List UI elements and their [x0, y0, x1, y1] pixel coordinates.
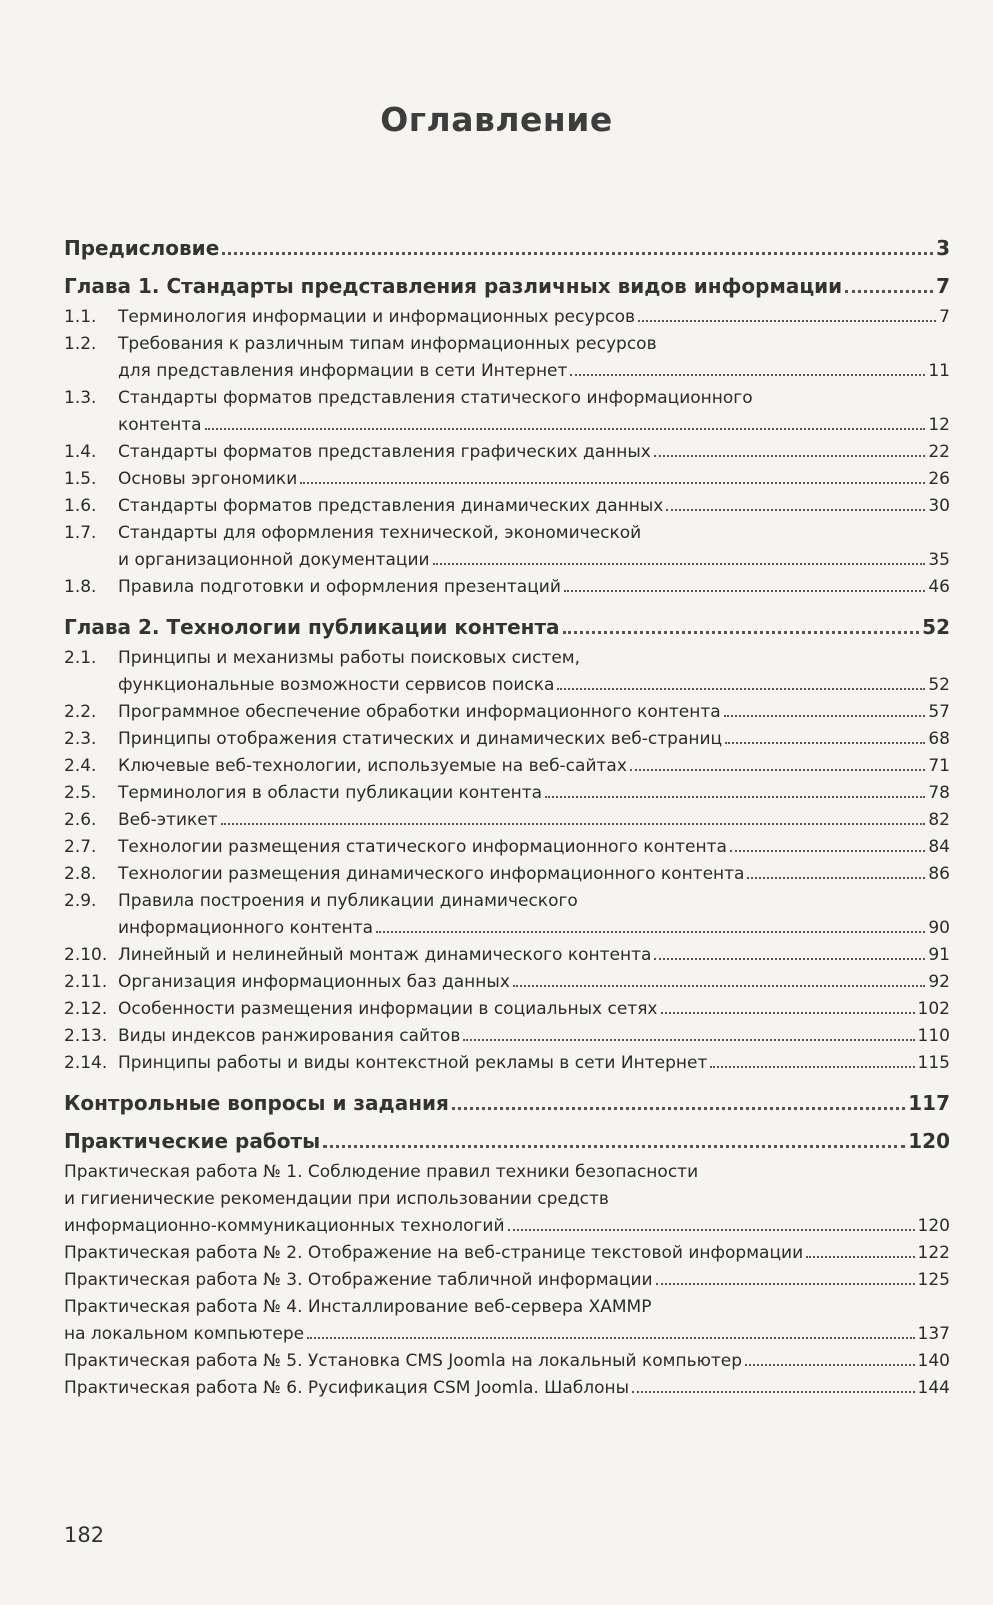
toc-entry[interactable] [64, 493, 950, 520]
entry-text-line: Принципы и механизмы работы поисковых систем, [118, 648, 581, 668]
toc-heading-practicals[interactable] [64, 1129, 950, 1153]
toc-entry[interactable] [64, 1294, 950, 1348]
entry-number: 2.6. [64, 810, 97, 830]
entry-text-line: Правила построения и публикации динамического [118, 891, 578, 911]
toc-entry[interactable] [64, 1267, 950, 1294]
heading-page: 120 [908, 1129, 950, 1153]
toc-heading-chapter-2[interactable] [64, 615, 950, 639]
entry-body [118, 780, 950, 807]
entry-page: 82 [928, 810, 950, 830]
entry-title: функциональные возможности сервисов поиска [118, 675, 555, 695]
entry-number: 2.3. [64, 729, 97, 749]
dot-leader [632, 1391, 914, 1393]
entry-page: 68 [928, 729, 950, 749]
toc-heading-chapter-1[interactable] [64, 274, 950, 298]
entry-title: Практическая работа № 6. Русификация CSM Joomla. Шаблоны [64, 1378, 630, 1398]
heading-page: 117 [908, 1091, 950, 1115]
dot-leader [433, 563, 926, 565]
dot-leader [570, 374, 925, 376]
entry-page: 140 [917, 1351, 950, 1371]
entry-title: Ключевые веб-технологии, используемые на веб-сайтах [118, 756, 627, 776]
entry-body [118, 493, 950, 520]
toc-entry[interactable] [64, 645, 950, 699]
toc-entry[interactable] [64, 753, 950, 780]
dot-leader [545, 796, 925, 798]
entry-last-line [118, 753, 950, 780]
heading-label: Глава 1. Стандарты представления различных видов информации [64, 274, 843, 298]
entry-body [118, 996, 950, 1023]
entry-title: Виды индексов ранжирования сайтов [118, 1026, 461, 1046]
page-title: Оглавление [380, 100, 613, 139]
entry-title: Программное обеспечение обработки информационного контента [118, 702, 721, 722]
entry-last-line [118, 439, 950, 466]
dot-leader [563, 631, 920, 634]
toc-entry[interactable] [64, 385, 950, 439]
entry-page: 137 [917, 1324, 950, 1344]
entry-last-line [118, 996, 950, 1023]
entry-number: 2.1. [64, 648, 97, 668]
entry-title: контента [118, 415, 202, 435]
entry-title: Практическая работа № 2. Отображение на веб-странице текстовой информации [64, 1243, 804, 1263]
entry-page: 35 [928, 550, 950, 570]
entry-body [118, 304, 950, 331]
entry-text-line: и гигиенические рекомендации при использовании средств [64, 1189, 609, 1209]
heading-label: Глава 2. Технологии публикации контента [64, 615, 560, 639]
entry-title: Технологии размещения статического информационного контента [118, 837, 727, 857]
entry-page: 110 [917, 1026, 950, 1046]
toc-entry[interactable] [64, 699, 950, 726]
entry-text-line: Практическая работа № 1. Соблюдение правил техники безопасности [64, 1162, 699, 1182]
entry-last-line [118, 969, 950, 996]
heading-label: Практические работы [64, 1129, 321, 1153]
entry-page: 86 [928, 864, 950, 884]
dot-leader [564, 590, 925, 592]
dot-leader [661, 1012, 915, 1014]
toc-entry[interactable] [64, 969, 950, 996]
entry-page: 84 [928, 837, 950, 857]
entry-title: Стандарты форматов представления графических данных [118, 442, 651, 462]
entry-last-line [64, 1213, 950, 1240]
entry-page: 115 [917, 1053, 950, 1073]
dot-leader [745, 1364, 914, 1366]
entry-last-line [64, 1240, 950, 1267]
dot-leader [307, 1337, 914, 1339]
entry-body [118, 807, 950, 834]
entry-title: Терминология в области публикации контента [118, 783, 543, 803]
entry-number: 2.12. [64, 999, 108, 1019]
dot-leader [376, 931, 925, 933]
entry-number: 2.8. [64, 864, 97, 884]
entry-title: Особенности размещения информации в социальных сетях [118, 999, 658, 1019]
entry-number: 1.8. [64, 577, 97, 597]
dot-leader [452, 1107, 905, 1110]
entry-page: 92 [928, 972, 950, 992]
dot-leader [221, 823, 926, 825]
table-of-contents [64, 236, 950, 1402]
entry-text-line: Требования к различным типам информационных ресурсов [118, 334, 657, 354]
entry-title: Технологии размещения динамического информационного контента [118, 864, 745, 884]
toc-entry[interactable] [64, 888, 950, 942]
dot-leader [300, 482, 925, 484]
entry-body [118, 699, 950, 726]
toc-entry[interactable] [64, 1348, 950, 1375]
dot-leader [730, 850, 925, 852]
entry-title: Правила подготовки и оформления презентаций [118, 577, 561, 597]
chapter-1-items [64, 304, 950, 601]
entry-title: Принципы работы и виды контекстной рекламы в сети Интернет [118, 1053, 708, 1073]
entry-page: 102 [917, 999, 950, 1019]
entry-page: 12 [928, 415, 950, 435]
entry-last-line [118, 861, 950, 888]
entry-last-line [118, 780, 950, 807]
entry-body [118, 888, 950, 942]
entry-body [118, 753, 950, 780]
entry-number: 2.11. [64, 972, 108, 992]
entry-number: 1.6. [64, 496, 97, 516]
entry-number: 2.9. [64, 891, 97, 911]
entry-title: и организационной документации [118, 550, 430, 570]
entry-body [118, 726, 950, 753]
entry-number: 1.7. [64, 523, 97, 543]
toc-heading-questions[interactable] [64, 1091, 950, 1115]
toc-entry[interactable] [64, 1159, 950, 1240]
entry-last-line [118, 304, 950, 331]
entry-text-line: Стандарты форматов представления статического информационного [118, 388, 753, 408]
entry-number: 1.3. [64, 388, 97, 408]
dot-leader [724, 715, 926, 717]
entry-body [118, 942, 950, 969]
entry-page: 11 [928, 361, 950, 381]
dot-leader [205, 428, 926, 430]
entry-number: 2.4. [64, 756, 97, 776]
toc-entry[interactable] [64, 861, 950, 888]
entry-page: 144 [917, 1378, 950, 1398]
entry-page: 90 [928, 918, 950, 938]
dot-leader [725, 742, 925, 744]
dot-leader [323, 1145, 905, 1148]
toc-entry[interactable] [64, 780, 950, 807]
entry-last-line [118, 672, 950, 699]
entry-last-line [118, 574, 950, 601]
entry-page: 71 [928, 756, 950, 776]
entry-body [118, 969, 950, 996]
heading-page: 3 [936, 236, 950, 260]
entry-page: 91 [928, 945, 950, 965]
dot-leader [557, 688, 925, 690]
toc-entry[interactable] [64, 834, 950, 861]
entry-body [118, 1023, 950, 1050]
toc-heading-preface[interactable] [64, 236, 950, 260]
entry-body [118, 645, 950, 699]
entry-last-line [64, 1375, 950, 1402]
entry-last-line [118, 547, 950, 574]
entry-body [118, 439, 950, 466]
entry-title: Практическая работа № 5. Установка CMS Joomla на локальный компьютер [64, 1351, 743, 1371]
toc-entry[interactable] [64, 1240, 950, 1267]
entry-last-line [118, 726, 950, 753]
dot-leader [513, 985, 925, 987]
entry-title: Веб-этикет [118, 810, 218, 830]
chapter-2-items [64, 645, 950, 1077]
entry-page: 7 [939, 307, 950, 327]
entry-page: 120 [917, 1216, 950, 1236]
entry-number: 1.1. [64, 307, 97, 327]
toc-entry[interactable] [64, 1023, 950, 1050]
entry-body [118, 574, 950, 601]
dot-leader [654, 958, 925, 960]
dot-leader [638, 320, 936, 322]
dot-leader [656, 1283, 915, 1285]
dot-leader [845, 290, 933, 293]
entry-title: для представления информации в сети Интернет [118, 361, 568, 381]
entry-title: Линейный и нелинейный монтаж динамического контента [118, 945, 652, 965]
toc-entry[interactable] [64, 807, 950, 834]
dot-leader [747, 877, 925, 879]
dot-leader [508, 1229, 915, 1231]
entry-last-line [64, 1348, 950, 1375]
entry-page: 52 [928, 675, 950, 695]
toc-entry[interactable] [64, 996, 950, 1023]
toc-entry[interactable] [64, 1375, 950, 1402]
toc-entry[interactable] [64, 520, 950, 574]
entry-number: 2.14. [64, 1053, 108, 1073]
entry-title: информационно-коммуникационных технологий [64, 1216, 505, 1236]
entry-body [118, 520, 950, 574]
toc-entry[interactable] [64, 1050, 950, 1077]
practicals-items [64, 1159, 950, 1402]
heading-label: Контрольные вопросы и задания [64, 1091, 449, 1115]
entry-title: Стандарты форматов представления динамических данных [118, 496, 664, 516]
dot-leader [463, 1039, 914, 1041]
entry-page: 46 [928, 577, 950, 597]
entry-page: 125 [917, 1270, 950, 1290]
entry-number: 1.5. [64, 469, 97, 489]
dot-leader [654, 455, 926, 457]
toc-entry[interactable] [64, 439, 950, 466]
entry-last-line [118, 807, 950, 834]
entry-body [118, 331, 950, 385]
entry-title: Принципы отображения статических и динамических веб-страниц [118, 729, 723, 749]
entry-page: 30 [928, 496, 950, 516]
entry-page: 22 [928, 442, 950, 462]
entry-body [118, 834, 950, 861]
entry-number: 2.2. [64, 702, 97, 722]
entry-number: 2.5. [64, 783, 97, 803]
heading-page: 52 [922, 615, 950, 639]
entry-page: 78 [928, 783, 950, 803]
entry-body [118, 861, 950, 888]
entry-last-line [118, 493, 950, 520]
entry-title: на локальном компьютере [64, 1324, 305, 1344]
dot-leader [710, 1066, 914, 1068]
dot-leader [666, 509, 925, 511]
entry-last-line [118, 412, 950, 439]
entry-last-line [64, 1267, 950, 1294]
entry-title: информационного контента [118, 918, 374, 938]
entry-last-line [118, 358, 950, 385]
entry-last-line [118, 1050, 950, 1077]
entry-last-line [64, 1321, 950, 1348]
entry-title: Основы эргономики [118, 469, 298, 489]
entry-number: 2.7. [64, 837, 97, 857]
heading-label: Предисловие [64, 236, 220, 260]
dot-leader [222, 252, 933, 255]
toc-entry[interactable] [64, 574, 950, 601]
entry-title: Практическая работа № 3. Отображение табличной информации [64, 1270, 653, 1290]
entry-number: 2.10. [64, 945, 108, 965]
heading-page: 7 [936, 274, 950, 298]
toc-entry[interactable] [64, 331, 950, 385]
entry-last-line [118, 915, 950, 942]
entry-text-line: Практическая работа № 4. Инсталлирование веб-сервера XAMMP [64, 1297, 652, 1317]
entry-last-line [118, 699, 950, 726]
page-number: 182 [64, 1523, 105, 1547]
toc-entry[interactable] [64, 466, 950, 493]
entry-last-line [118, 1023, 950, 1050]
entry-number: 2.13. [64, 1026, 108, 1046]
entry-title: Организация информационных баз данных [118, 972, 510, 992]
entry-body [118, 385, 950, 439]
entry-page: 122 [917, 1243, 950, 1263]
dot-leader [806, 1256, 914, 1258]
entry-body [118, 1050, 950, 1077]
entry-last-line [118, 942, 950, 969]
entry-page: 57 [928, 702, 950, 722]
entry-title: Терминология информации и информационных ресурсов [118, 307, 636, 327]
toc-entry[interactable] [64, 942, 950, 969]
entry-number: 1.2. [64, 334, 97, 354]
entry-text-line: Стандарты для оформления технической, экономической [118, 523, 642, 543]
entry-number: 1.4. [64, 442, 97, 462]
entry-page: 26 [928, 469, 950, 489]
entry-last-line [118, 834, 950, 861]
toc-entry[interactable] [64, 304, 950, 331]
dot-leader [630, 769, 925, 771]
entry-last-line [118, 466, 950, 493]
toc-entry[interactable] [64, 726, 950, 753]
entry-body [118, 466, 950, 493]
